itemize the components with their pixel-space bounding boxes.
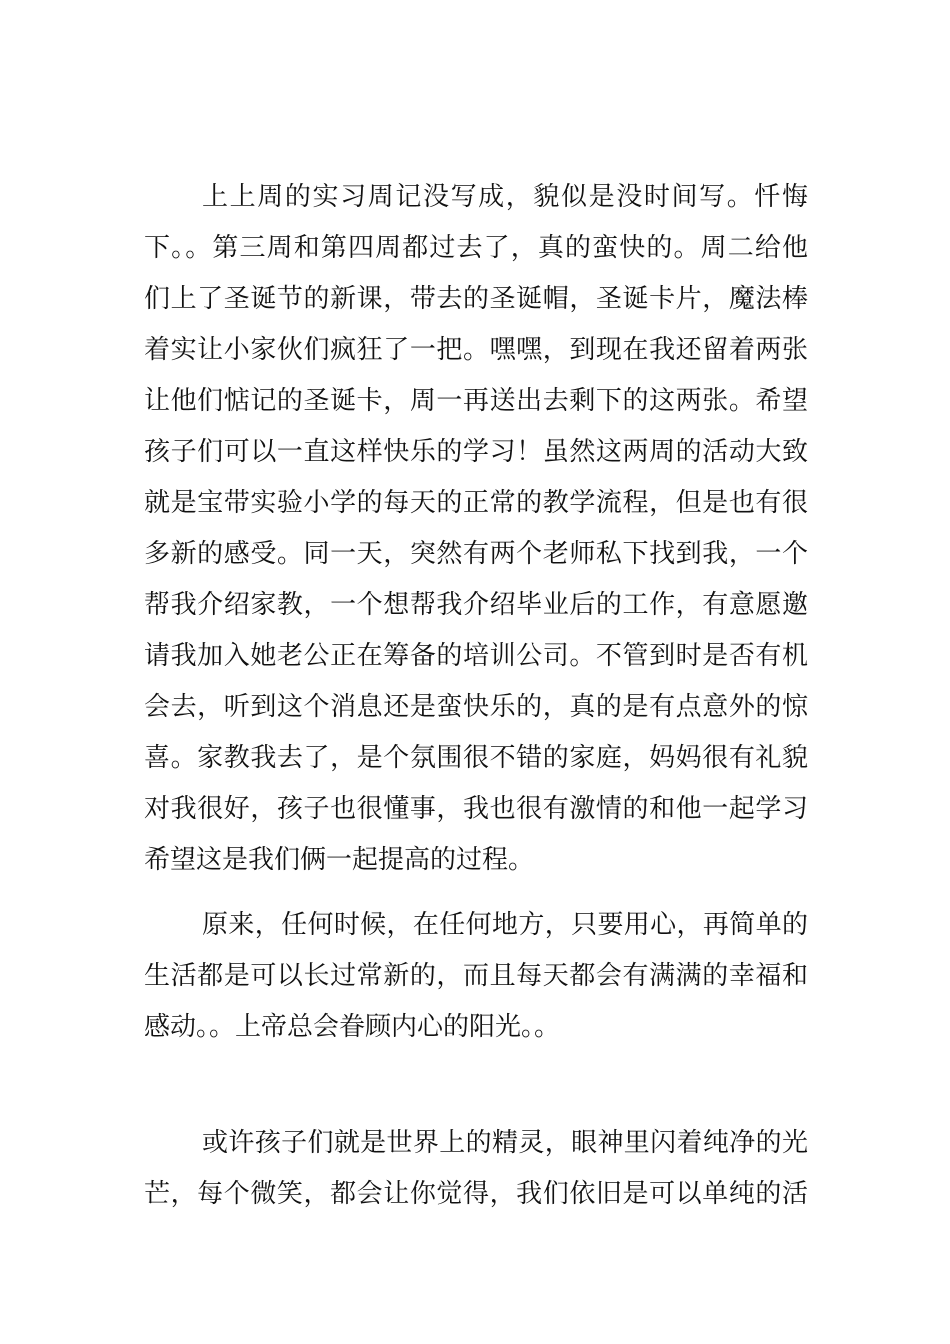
paragraph-line: 下。。第三周和第四周都过去了，真的蛮快的。周二给他	[144, 233, 808, 263]
paragraph-line: 帮我介绍家教，一个想帮我介绍毕业后的工作，有意愿邀	[144, 590, 808, 620]
paragraph-line: 就是宝带实验小学的每天的正常的教学流程，但是也有很	[144, 488, 808, 518]
paragraph-line: 会去，听到这个消息还是蛮快乐的，真的是有点意外的惊	[144, 692, 808, 722]
paragraph-line: 生活都是可以长过常新的，而且每天都会有满满的幸福和	[144, 961, 808, 991]
paragraph-line: 喜。家教我去了，是个氛围很不错的家庭，妈妈很有礼貌	[144, 743, 808, 773]
paragraph-line: 感动。。上帝总会眷顾内心的阳光。。	[144, 1012, 561, 1042]
paragraph-2	[144, 900, 808, 1053]
paragraph-line: 希望这是我们俩一起提高的过程。	[144, 845, 535, 875]
paragraph-1	[144, 172, 808, 886]
paragraph-line: 让他们惦记的圣诞卡，周一再送出去剩下的这两张。希望	[144, 386, 808, 416]
paragraph-line: 多新的感受。同一天，突然有两个老师私下找到我，一个	[144, 539, 808, 569]
paragraph-3	[144, 1118, 808, 1220]
paragraph-line: 芒，每个微笑，都会让你觉得，我们依旧是可以单纯的活	[144, 1179, 808, 1209]
paragraph-line: 原来，任何时候，在任何地方，只要用心，再简单的	[202, 910, 808, 940]
paragraph-line: 上上周的实习周记没写成，貌似是没时间写。忏悔	[202, 182, 808, 212]
paragraph-line: 孩子们可以一直这样快乐的学习！虽然这两周的活动大致	[144, 437, 808, 467]
paragraph-line: 或许孩子们就是世界上的精灵，眼神里闪着纯净的光	[202, 1128, 808, 1158]
paragraph-line: 们上了圣诞节的新课，带去的圣诞帽，圣诞卡片，魔法棒	[144, 284, 808, 314]
paragraph-line: 对我很好，孩子也很懂事，我也很有激情的和他一起学习	[144, 794, 808, 824]
paragraph-line: 请我加入她老公正在筹备的培训公司。不管到时是否有机	[144, 641, 808, 671]
paragraph-line: 着实让小家伙们疯狂了一把。嘿嘿，到现在我还留着两张	[144, 335, 808, 365]
